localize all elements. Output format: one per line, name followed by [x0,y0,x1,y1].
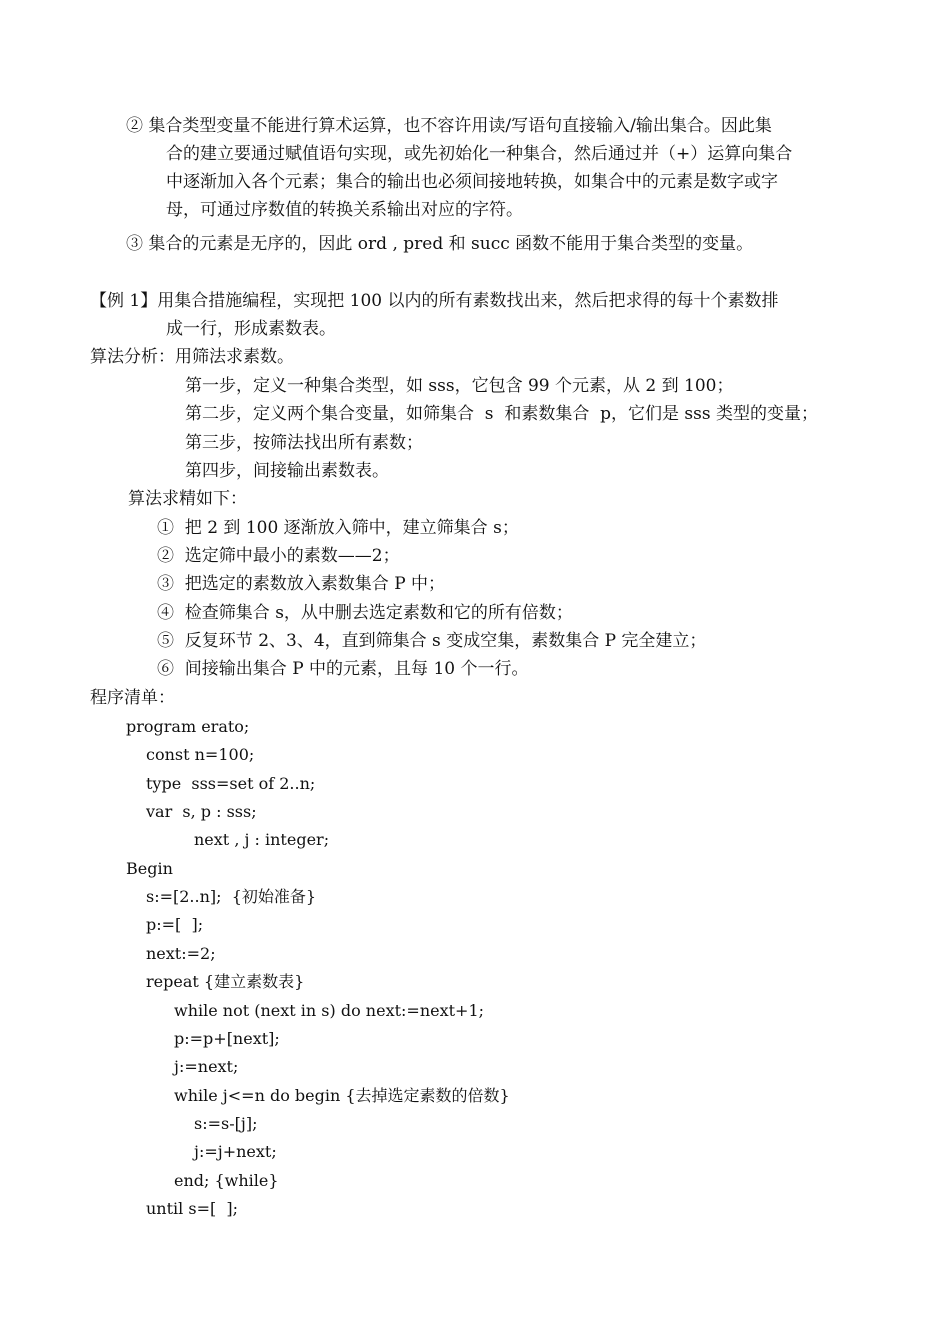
refine-item-5: ⑤ 反复环节 2、3、4，直到筛集合 s 变成空集，素数集合 P 完全建立； [157,631,707,651]
note-3: ③ 集合的元素是无序的，因此 ord , pred 和 succ 函数不能用于集合类型的变量。 [126,234,754,254]
code-line: repeat {建立素数表} [146,972,305,991]
code-line: p:=[ ]; [146,915,204,934]
code-line: const n=100; [146,745,255,764]
program-heading: 程序清单： [90,688,175,708]
refine-item-2: ② 选定筛中最小的素数——2； [157,546,400,566]
code-line: s:=[2..n]; {初始准备} [146,887,317,906]
step-4: 第四步，间接输出素数表。 [185,461,389,481]
code-line: type sss=set of 2..n; [146,774,316,793]
code-line: j:=next; [174,1057,239,1076]
code-line: while not (next in s) do next:=next+1; [174,1001,485,1020]
refine-heading: 算法求精如下： [128,489,247,509]
code-line: end; {while} [174,1171,279,1190]
refine-item-3: ③ 把选定的素数放入素数集合 P 中； [157,574,446,594]
refine-item-1: ① 把 2 到 100 逐渐放入筛中，建立筛集合 s； [157,518,519,538]
code-line: program erato; [126,717,250,736]
step-1: 第一步，定义一种集合类型，如 sss，它包含 99 个元素，从 2 到 100； [185,376,734,396]
code-line: p:=p+[next]; [174,1029,280,1048]
step-2: 第二步，定义两个集合变量，如筛集合 s 和素数集合 p，它们是 sss 类型的变量； [185,404,819,424]
code-line: Begin [126,859,173,878]
step-3: 第三步，按筛法找出所有素数； [185,433,423,453]
note-2-line-2: 合的建立要通过赋值语句实现，或先初始化一种集合，然后通过并（+）运算向集合 [166,144,793,164]
refine-item-6: ⑥ 间接输出集合 P 中的元素，且每 10 个一行。 [157,659,529,679]
note-2-line-3: 中逐渐加入各个元素；集合的输出也必须间接地转换，如集合中的元素是数字或字 [166,172,778,192]
note-2-line-1: ② 集合类型变量不能进行算术运算，也不容许用读/写语句直接输入/输出集合。因此集 [126,116,772,136]
refine-item-4: ④ 检查筛集合 s，从中删去选定素数和它的所有倍数； [157,603,573,623]
code-line: while j<=n do begin {去掉选定素数的倍数} [174,1086,510,1105]
code-line: var s, p : sss; [146,802,257,821]
example-title-line-2: 成一行，形成素数表。 [166,319,336,339]
code-line: j:=j+next; [194,1142,277,1161]
code-line: until s=[ ]; [146,1199,239,1218]
code-line: next:=2; [146,944,216,963]
example-title-line-1: 【例 1】用集合措施编程，实现把 100 以内的所有素数找出来，然后把求得的每十个素数排 [90,291,779,311]
analysis-heading: 算法分析：用筛法求素数。 [90,347,294,367]
code-line: next , j : integer; [194,830,330,849]
code-line: s:=s-[j]; [194,1114,258,1133]
note-2-line-4: 母，可通过序数值的转换关系输出对应的字符。 [166,200,523,220]
